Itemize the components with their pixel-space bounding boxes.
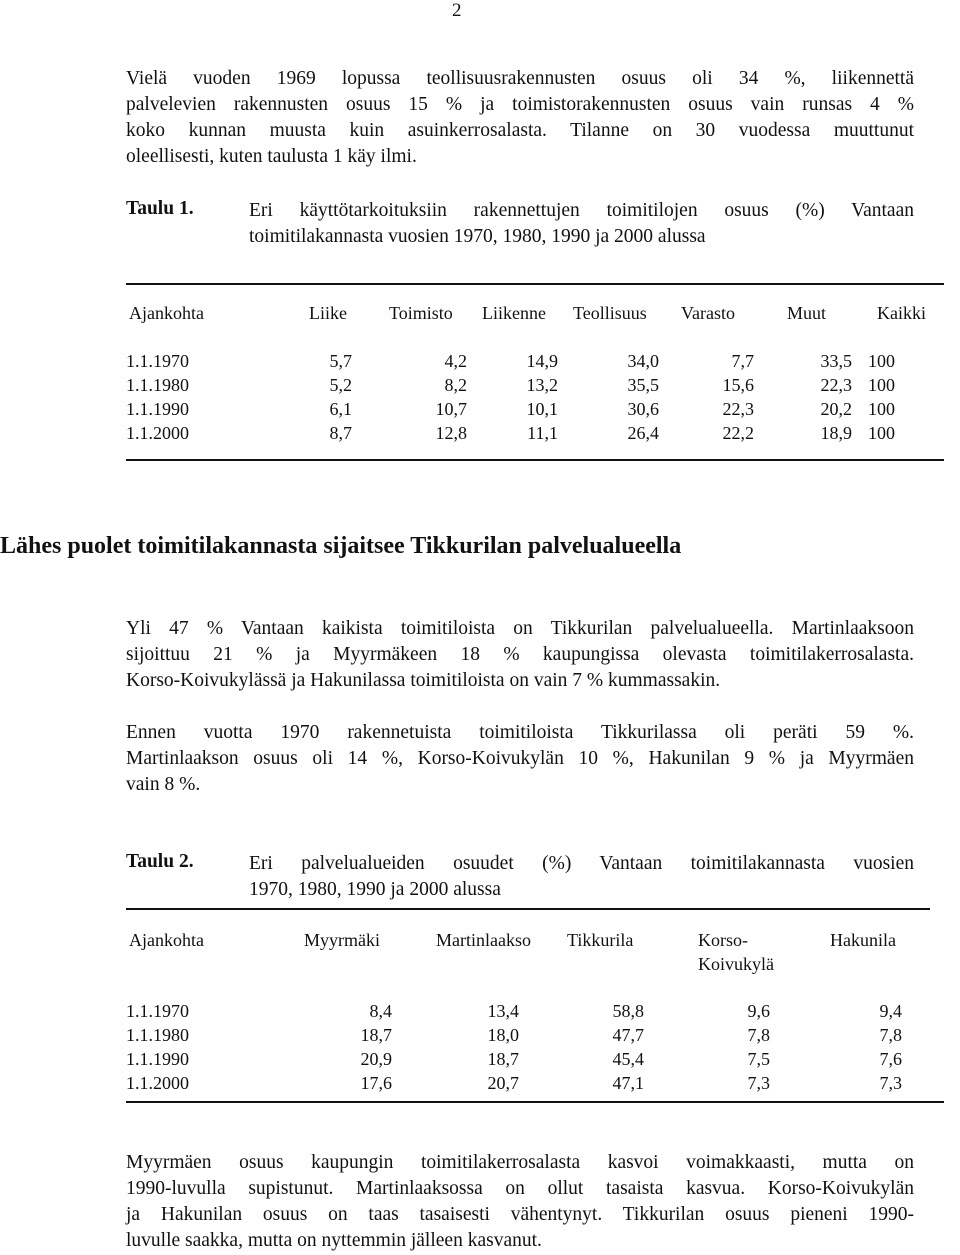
table2-header: Hakunila: [830, 930, 896, 950]
table1-cell: 7,7: [731, 351, 754, 371]
text-line: ja Hakunilan osuus on taas tasaisesti vähentynyt. Tikkurilan osuus pieneni 1990-: [126, 1204, 914, 1225]
table1-cell: 30,6: [627, 399, 659, 419]
text-line: Yli 47 % Vantaan kaikista toimitiloista on Tikkurilan palvelualueella. Martinlaaksoon: [126, 618, 914, 639]
table1-cell: 1.1.1980: [126, 375, 189, 395]
table2-cell: 1.1.1970: [126, 1001, 189, 1021]
table2-cell: 8,4: [369, 1001, 392, 1021]
caption-line: Eri palvelualueiden osuudet (%) Vantaan toimitilakannasta vuosien: [249, 853, 914, 874]
table2-header: Ajankohta: [129, 930, 204, 950]
table2-cell: 7,8: [879, 1025, 902, 1045]
table2-cell: 9,6: [747, 1001, 770, 1021]
table2-header: Martinlaakso: [436, 930, 531, 950]
table1-cell: 15,6: [722, 375, 754, 395]
caption-line: Eri käyttötarkoituksiin rakennettujen toimitilojen osuus (%) Vantaan: [249, 200, 914, 221]
table1-top-rule: [126, 283, 944, 285]
table1-cell: 100: [868, 351, 895, 371]
text-line: luvulle saakka, mutta on nyttemmin jälleen kasvanut.: [126, 1230, 542, 1251]
table2-cell: 20,7: [487, 1073, 519, 1093]
table1-cell: 20,2: [820, 399, 852, 419]
table2-cell: 58,8: [612, 1001, 644, 1021]
table1-cell: 8,7: [329, 423, 352, 443]
table2-cell: 1.1.2000: [126, 1073, 189, 1093]
paragraph-2: [126, 616, 914, 694]
table2-cell: 13,4: [487, 1001, 519, 1021]
table2-cell: 7,3: [879, 1073, 902, 1093]
text-line: palvelevien rakennusten osuus 15 % ja toimistorakennusten osuus vain runsas 4 %: [126, 94, 914, 115]
text-line: Korso-Koivukylässä ja Hakunilassa toimitiloista on vain 7 % kummassakin.: [126, 670, 721, 691]
text-line: sijoittuu 21 % ja Myyrmäkeen 18 % kaupungissa olevasta toimitilakerrosalasta.: [126, 644, 914, 665]
table2-cell: 47,7: [612, 1025, 644, 1045]
table1-header: Varasto: [681, 303, 735, 323]
table1-cell: 1.1.1990: [126, 399, 189, 419]
page-number: 2: [452, 0, 462, 21]
text-line: Ennen vuotta 1970 rakennetuista toimitiloista Tikkurilassa oli peräti 59 %.: [126, 722, 914, 743]
table1-bottom-rule: [126, 459, 944, 461]
table1-cell: 13,2: [526, 375, 558, 395]
table2-cell: 47,1: [612, 1073, 644, 1093]
table2-cell: 7,3: [747, 1073, 770, 1093]
table1-cell: 10,1: [526, 399, 558, 419]
text-line: Myyrmäen osuus kaupungin toimitilakerrosalasta kasvoi voimakkaasti, mutta on: [126, 1152, 914, 1173]
table2-header: Korso-: [698, 930, 748, 950]
table1-cell: 8,2: [444, 375, 467, 395]
table1-cell: 1.1.2000: [126, 423, 189, 443]
table1-cell: 4,2: [444, 351, 467, 371]
table1-label: Taulu 1.: [126, 198, 194, 219]
table2-cell: 1.1.1990: [126, 1049, 189, 1069]
table1-header: Liike: [309, 303, 347, 323]
text-line: Martinlaakson osuus oli 14 %, Korso-Koivukylän 10 %, Hakunilan 9 % ja Myyrmäen: [126, 748, 914, 769]
table1-cell: 12,8: [435, 423, 467, 443]
table2-bottom-rule: [126, 1101, 944, 1103]
table1-cell: 18,9: [820, 423, 852, 443]
table1-header: Muut: [787, 303, 827, 323]
table1-cell: 100: [868, 399, 895, 419]
table1-cell: 11,1: [527, 423, 558, 443]
text-line: oleellisesti, kuten taulusta 1 käy ilmi.: [126, 146, 417, 167]
table1-cell: 5,2: [329, 375, 352, 395]
table1-cell: 14,9: [526, 351, 558, 371]
table1-header: Liikenne: [482, 303, 546, 323]
table2-cell: 17,6: [360, 1073, 392, 1093]
table2-header: Tikkurila: [567, 930, 634, 950]
table2-top-rule: [126, 908, 930, 910]
table2-cell: 7,6: [879, 1049, 902, 1069]
table1-caption: [249, 198, 914, 250]
section-heading: Lähes puolet toimitilakannasta sijaitsee Tikkurilan palvelualueella: [0, 533, 682, 559]
table1-cell: 26,4: [627, 423, 659, 443]
table1-header: Toimisto: [389, 303, 453, 323]
table1-cell: 100: [868, 423, 895, 443]
table2-cell: 9,4: [879, 1001, 902, 1021]
table1-cell: 22,2: [722, 423, 754, 443]
table1-header: Kaikki: [877, 303, 926, 323]
caption-line: 1970, 1980, 1990 ja 2000 alussa: [249, 879, 501, 900]
text-line: 1990-luvulla supistunut. Martinlaaksossa on ollut tasaista kasvua. Korso-Koivukylän: [126, 1178, 914, 1199]
table1-cell: 22,3: [820, 375, 852, 395]
table1-cell: 10,7: [435, 399, 467, 419]
text-line: Vielä vuoden 1969 lopussa teollisuusrakennusten osuus oli 34 %, liikennettä: [126, 68, 914, 89]
table1-cell: 34,0: [627, 351, 659, 371]
table2-cell: 45,4: [612, 1049, 644, 1069]
table2-label: Taulu 2.: [126, 851, 194, 872]
text-line: koko kunnan muusta kuin asuinkerrosalasta. Tilanne on 30 vuodessa muuttunut: [126, 120, 914, 141]
table1-cell: 100: [868, 375, 895, 395]
table2-caption: [249, 851, 914, 903]
table1-header: Teollisuus: [573, 303, 647, 323]
table1-cell: 6,1: [329, 399, 352, 419]
table2-cell: 20,9: [360, 1049, 392, 1069]
table2-cell: 18,7: [360, 1025, 392, 1045]
table2-header: Koivukylä: [698, 954, 774, 974]
table2-cell: 7,5: [747, 1049, 770, 1069]
paragraph-3: [126, 720, 914, 798]
table1-cell: 22,3: [722, 399, 754, 419]
table2-cell: 1.1.1980: [126, 1025, 189, 1045]
table2-header: Myyrmäki: [304, 930, 380, 950]
paragraph-4: [126, 1150, 914, 1254]
text-line: vain 8 %.: [126, 774, 201, 795]
caption-line: toimitilakannasta vuosien 1970, 1980, 1990 ja 2000 alussa: [249, 226, 706, 247]
table1-cell: 5,7: [329, 351, 352, 371]
intro-paragraph: [126, 66, 914, 170]
table1-header: Ajankohta: [129, 303, 204, 323]
table1-cell: 35,5: [627, 375, 659, 395]
table2-cell: 18,0: [487, 1025, 519, 1045]
table1-cell: 33,5: [820, 351, 852, 371]
table1-cell: 1.1.1970: [126, 351, 189, 371]
table2-cell: 18,7: [487, 1049, 519, 1069]
table2-cell: 7,8: [747, 1025, 770, 1045]
